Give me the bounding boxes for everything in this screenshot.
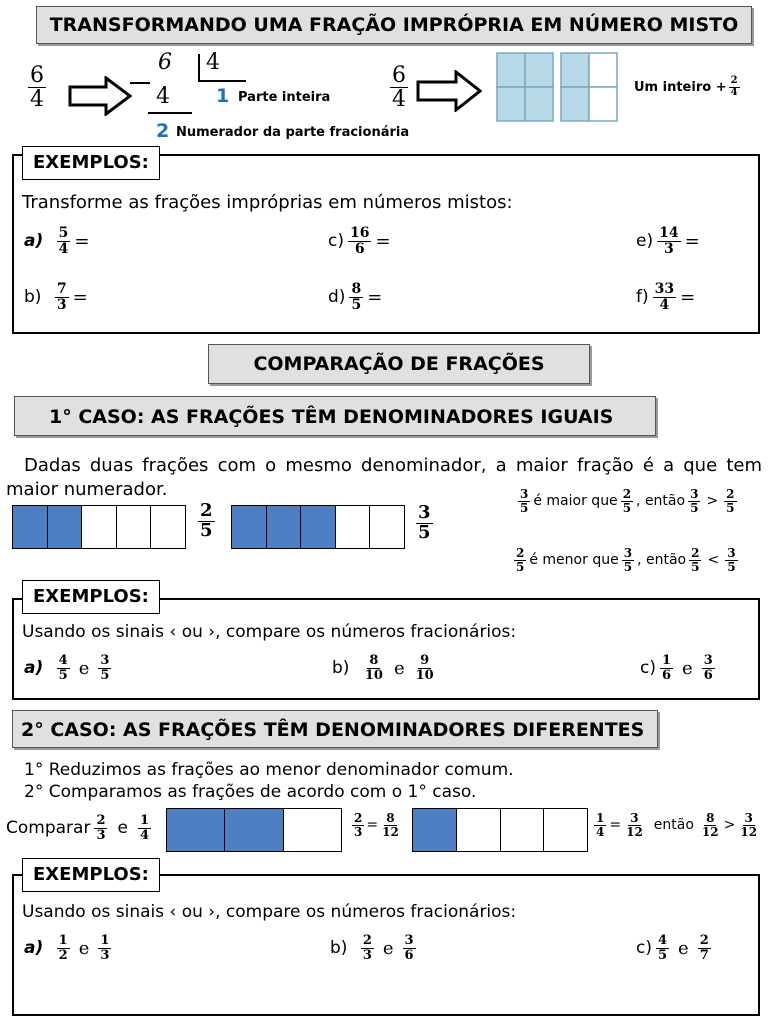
fraction-bar-2-5-cell bbox=[48, 506, 83, 548]
compare-exercise-3c: c) $\frac{4}{5}$ e $\frac{2}{7}$ bbox=[636, 933, 709, 963]
exercise-b: b) $\frac{7}{3}$ = bbox=[24, 281, 88, 313]
division-minus-line bbox=[130, 82, 150, 84]
fraction-bar-3-5-cell bbox=[232, 506, 267, 548]
exercise-e: e) $\frac{14}{3}$ = bbox=[636, 225, 700, 257]
case-2-title: 2° CASO: AS FRAÇÕES TÊM DENOMINADORES DIFERENTES bbox=[12, 710, 658, 748]
fraction-bar-3-5-cell bbox=[336, 506, 371, 548]
marker-2-label: Numerador da parte fracionária bbox=[176, 125, 410, 140]
case-1-description: Dadas duas frações com o mesmo denominador, a maior fração é a que tem maior numerador. bbox=[6, 455, 762, 500]
fraction-bar-1-4-cell bbox=[544, 809, 587, 851]
fraction-bar-2-3-cell bbox=[284, 809, 341, 851]
fraction-bar-3-5-cell bbox=[301, 506, 336, 548]
division-subtracted: 4 bbox=[156, 84, 170, 109]
case-2-step-1: 1° Reduzimos as frações ao menor denominador comum. bbox=[24, 760, 514, 780]
case-2-step-2: 2° Comparamos as frações de acordo com o 1° caso. bbox=[24, 782, 477, 802]
division-bracket bbox=[198, 54, 200, 80]
fraction-bar-2-5-cell bbox=[151, 506, 185, 548]
exercise-f: f) $\frac{33}{4}$ = bbox=[636, 281, 696, 313]
examples-2-instruction: Usando os sinais ‹ ou ›, compare os números fracionários: bbox=[22, 622, 517, 642]
comparison-statement-greater: $\frac{3}{5}$ é maior que $\frac{2}{5}$ , então $\frac{3}{5}$ > $\frac{2}{5}$ bbox=[520, 487, 735, 515]
fraction-bar-2-5-cell bbox=[13, 506, 48, 548]
equivalence-2-3: $\frac{2}{3}$ = $\frac{8}{12}$ bbox=[354, 811, 399, 839]
division-divisor-line bbox=[198, 80, 246, 82]
arrow-right-icon bbox=[68, 76, 132, 116]
fraction-bar-2-3 bbox=[166, 808, 342, 852]
fraction-bar-1-4 bbox=[412, 808, 588, 852]
division-divisor: 4 bbox=[206, 50, 220, 75]
fraction-bar-1-4-cell bbox=[457, 809, 501, 851]
fraction-bar-2-3-cell bbox=[167, 809, 225, 851]
marker-2: 2 bbox=[156, 120, 170, 142]
comparison-statement-less: $\frac{2}{5}$ é menor que $\frac{3}{5}$ , então $\frac{2}{5}$ < $\frac{3}{5}$ bbox=[516, 546, 736, 574]
partial-unit-grid bbox=[560, 52, 620, 124]
case-1-title: 1° CASO: AS FRAÇÕES TÊM DENOMINADORES IGUAIS bbox=[14, 396, 656, 436]
fraction-bar-3-5 bbox=[231, 505, 405, 549]
exercise-d: d) $\frac{8}{5}$ = bbox=[328, 281, 383, 313]
arrow-right-icon bbox=[416, 70, 482, 112]
improper-fraction-right: $\frac{6}{4}$ bbox=[392, 63, 406, 113]
whole-unit-grid bbox=[496, 52, 556, 124]
fraction-2-5-label: $\frac{2}{5}$ bbox=[200, 500, 213, 541]
compare-exercise-c: c) $\frac{1}{6}$ e $\frac{3}{6}$ bbox=[640, 653, 713, 683]
division-dividend: 6 bbox=[158, 50, 172, 75]
exercise-c: c) $\frac{16}{6}$ = bbox=[328, 225, 391, 257]
mixed-number-result: Um inteiro + $\frac{2}{4}$ bbox=[634, 75, 738, 98]
section-title-comparison: COMPARAÇÃO DE FRAÇÕES bbox=[208, 344, 590, 384]
examples-3-instruction: Usando os sinais ‹ ou ›, compare os números fracionários: bbox=[22, 902, 517, 922]
equivalence-1-4: $\frac{1}{4}$ = $\frac{3}{12}$ então $\frac{8}{12}$ > $\frac{3}{12}$ bbox=[596, 811, 758, 839]
compare-exercise-3b: b) $\frac{2}{3}$ e $\frac{3}{6}$ bbox=[330, 933, 414, 963]
fraction-bar-2-3-cell bbox=[225, 809, 283, 851]
compare-prompt: Comparar $\frac{2}{3}$ e $\frac{1}{4}$ bbox=[6, 813, 149, 843]
fraction-bar-2-5 bbox=[12, 505, 186, 549]
examples-tab-1: EXEMPLOS: bbox=[22, 146, 160, 180]
examples-1-instruction: Transforme as frações impróprias em números mistos: bbox=[22, 192, 513, 213]
marker-1-label: Parte inteira bbox=[238, 90, 331, 105]
examples-tab-3: EXEMPLOS: bbox=[22, 858, 160, 892]
fraction-bar-2-5-cell bbox=[117, 506, 152, 548]
compare-exercise-3a: a) $\frac{1}{2}$ e $\frac{1}{3}$ bbox=[24, 933, 110, 963]
fraction-bar-1-4-cell bbox=[501, 809, 545, 851]
fraction-bar-3-5-cell bbox=[267, 506, 302, 548]
compare-exercise-b: b) $\frac{8}{10}$ e $\frac{9}{10}$ bbox=[332, 653, 434, 683]
fraction-bar-3-5-cell bbox=[370, 506, 404, 548]
compare-exercise-a: a) $\frac{4}{5}$ e $\frac{3}{5}$ bbox=[24, 653, 110, 683]
marker-1: 1 bbox=[216, 85, 230, 107]
fraction-bar-1-4-cell bbox=[413, 809, 457, 851]
division-remainder-line bbox=[148, 112, 192, 114]
fraction-3-5-label: $\frac{3}{5}$ bbox=[418, 502, 431, 543]
improper-fraction-left: $\frac{6}{4}$ bbox=[30, 63, 44, 113]
section-title-mixed-number: TRANSFORMANDO UMA FRAÇÃO IMPRÓPRIA EM NÚMERO MISTO bbox=[36, 6, 752, 44]
fraction-bar-2-5-cell bbox=[82, 506, 117, 548]
exercise-a: a) $\frac{5}{4}$ = bbox=[24, 225, 90, 257]
examples-tab-2: EXEMPLOS: bbox=[22, 580, 160, 614]
